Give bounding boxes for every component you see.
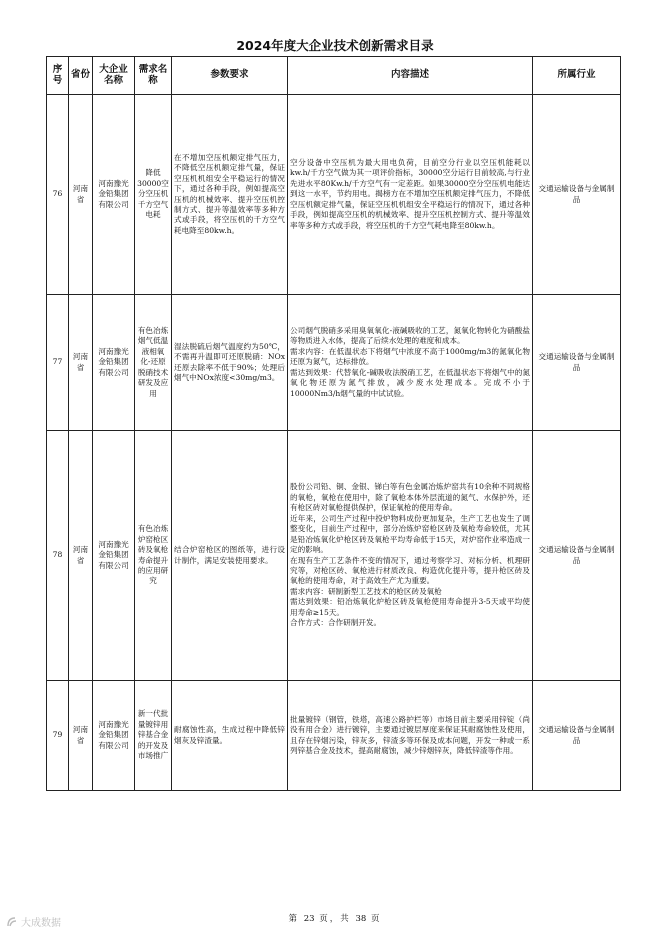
watermark-logo-icon (6, 916, 18, 928)
header-company: 大企业名称 (93, 57, 135, 95)
total-page-number: 38 (355, 914, 367, 924)
row-seq: 78 (47, 431, 69, 681)
row-industry: 交通运输设备与金属制品 (533, 431, 621, 681)
row-need: 有色冶炼烟气低温液相氧化-还原脱硝技术研发及应用 (135, 295, 172, 431)
row-params: 结合炉窑枪区的图纸等，进行设计制作，满足安装使用要求。 (172, 431, 288, 681)
watermark-text: 大成数据 (21, 918, 61, 929)
document-title: 2024年度大企业技术创新需求目录 (236, 38, 434, 53)
table-row (47, 295, 621, 431)
row-need: 降低30000空分空压机千方空气电耗 (135, 95, 172, 295)
footer-prefix: 第 (288, 914, 299, 924)
row-desc: 股份公司铅、铜、金银、锑白等有色金属冶炼炉窑共有10余种不同规格的氧枪，氧枪在使用中，除了氧枪本体外层流道的氮气、水保护外，还有枪区砖对氧枪提供保护，保证氧枪的使用寿命。 近年来，公司生产过程中投炉物料成份更加复杂，生产工艺也发生了调整变化，目前生产过程中，部分冶炼炉窑枪区砖及氧枪寿命较低，尤其是铅冶炼氧化炉枪区砖及氧枪平均寿命低于15天，对炉窑作业率造成一定的影响。 在现有生产工艺条件不变的情况下，通过考察学习、对标分析、机理研究等，对枪区砖、氧枪进行材质改良、构造优化提升等，提升枪区砖及氧枪的使用寿命，对于高效生产尤为重要。 需求内容：研制新型工艺技术的枪区砖及氧枪 需达到效果：铅冶炼氧化炉枪区砖及氧枪使用寿命提升3-5天或平均使用寿命≥15天。 合作方式：合作研制开发。 (288, 431, 533, 681)
header-seq: 序号 (47, 57, 69, 95)
row-params: 耐腐蚀性高，生成过程中降低锌烟灰及锌渣量。 (172, 681, 288, 791)
row-company: 河南豫光金铅集团有限公司 (93, 295, 135, 431)
row-need: 新一代批量镀锌用锌基合金的开发及市场推广 (135, 681, 172, 791)
row-params: 湿法脱硫后烟气温度约为50℃，不需再升温即可还原脱硝：NOx还原去除率不低于90%；处理后烟气中NOx浓度<30mg/m3。 (172, 295, 288, 431)
header-province: 省份 (69, 57, 93, 95)
header-need: 需求名称 (135, 57, 172, 95)
row-seq: 77 (47, 295, 69, 431)
table-row (47, 95, 621, 295)
header-row (47, 57, 621, 95)
row-desc: 批量镀锌（钢管，铁塔，高速公路护栏等）市场目前主要采用锌锭（尚没有用合金）进行镀锌，主要通过镀层厚度来保证其耐腐蚀性及使用，且存在锌烟污染，锌灰多，锌渣多等环保及成本问题，开发一种或一系列锌基合金及技术，提高耐腐蚀，减少锌烟锌灰，降低锌渣等作用。 (288, 681, 533, 791)
innovation-demand-table (46, 56, 621, 791)
row-province: 河南省 (69, 681, 93, 791)
row-company: 河南豫光金铅集团有限公司 (93, 431, 135, 681)
current-page-number: 23 (303, 914, 315, 924)
row-seq: 76 (47, 95, 69, 295)
header-industry: 所属行业 (533, 57, 621, 95)
row-desc: 空分设备中空压机为最大用电负荷，目前空分行业以空压机能耗以kw.h/千方空气做为其一项评价指标，30000空分运行目前较高,与行业先进水平80Kw.h/千方空气有一定差距。如果30000空分空压机电能达到这一水平，节约用电。揭榜方在不增加空压机额定排气压力，不降低空压机额定排气量，保证空压机机组安全平稳运行的情况下，通过各种手段，例如提高空压机的机械效率、提升空压机控制方式、提升等温效率等多种方式或手段，将空压机的千方空气耗电降至80kw.h。 (288, 95, 533, 295)
row-seq: 79 (47, 681, 69, 791)
row-industry: 交通运输设备与金属制品 (533, 681, 621, 791)
page-footer (0, 912, 670, 924)
header-params: 参数要求 (172, 57, 288, 95)
row-industry: 交通运输设备与金属制品 (533, 295, 621, 431)
row-desc: 公司烟气脱硝多采用臭氧氧化-液碱吸收的工艺，氮氧化物转化为硝酸盐等物质进入水体，提高了后续水处理的难度和成本。 需求内容：在低温状态下将烟气中浓度不高于1000mg/m3的氮氧化物还原为氮气，达标排放。 需达到效果：代替氧化-碱吸收法脱硝工艺，在低温状态下将烟气中的氮氧化物还原为氮气排放，减少废水处理成本。完成不小于10000Nm3/h烟气量的中试试验。 (288, 295, 533, 431)
row-province: 河南省 (69, 295, 93, 431)
row-industry: 交通运输设备与金属制品 (533, 95, 621, 295)
table-row (47, 431, 621, 681)
footer-middle: 页，共 (319, 914, 351, 924)
header-desc: 内容描述 (288, 57, 533, 95)
row-company: 河南豫光金铅集团有限公司 (93, 681, 135, 791)
table-row (47, 681, 621, 791)
row-need: 有色冶炼炉窑枪区砖及氧枪寿命提升的应用研究 (135, 431, 172, 681)
footer-suffix: 页 (370, 914, 382, 924)
watermark (6, 914, 61, 929)
row-province: 河南省 (69, 95, 93, 295)
row-province: 河南省 (69, 431, 93, 681)
row-params: 在不增加空压机额定排气压力，不降低空压机额定排气量，保证空压机机组安全平稳运行的情况下，通过各种手段，例如提高空压机的机械效率、提升空压机控制方式、提升等温效率等多种方式或手段，将空压机的千方空气耗电降至80kw.h。 (172, 95, 288, 295)
row-company: 河南豫光金铅集团有限公司 (93, 95, 135, 295)
